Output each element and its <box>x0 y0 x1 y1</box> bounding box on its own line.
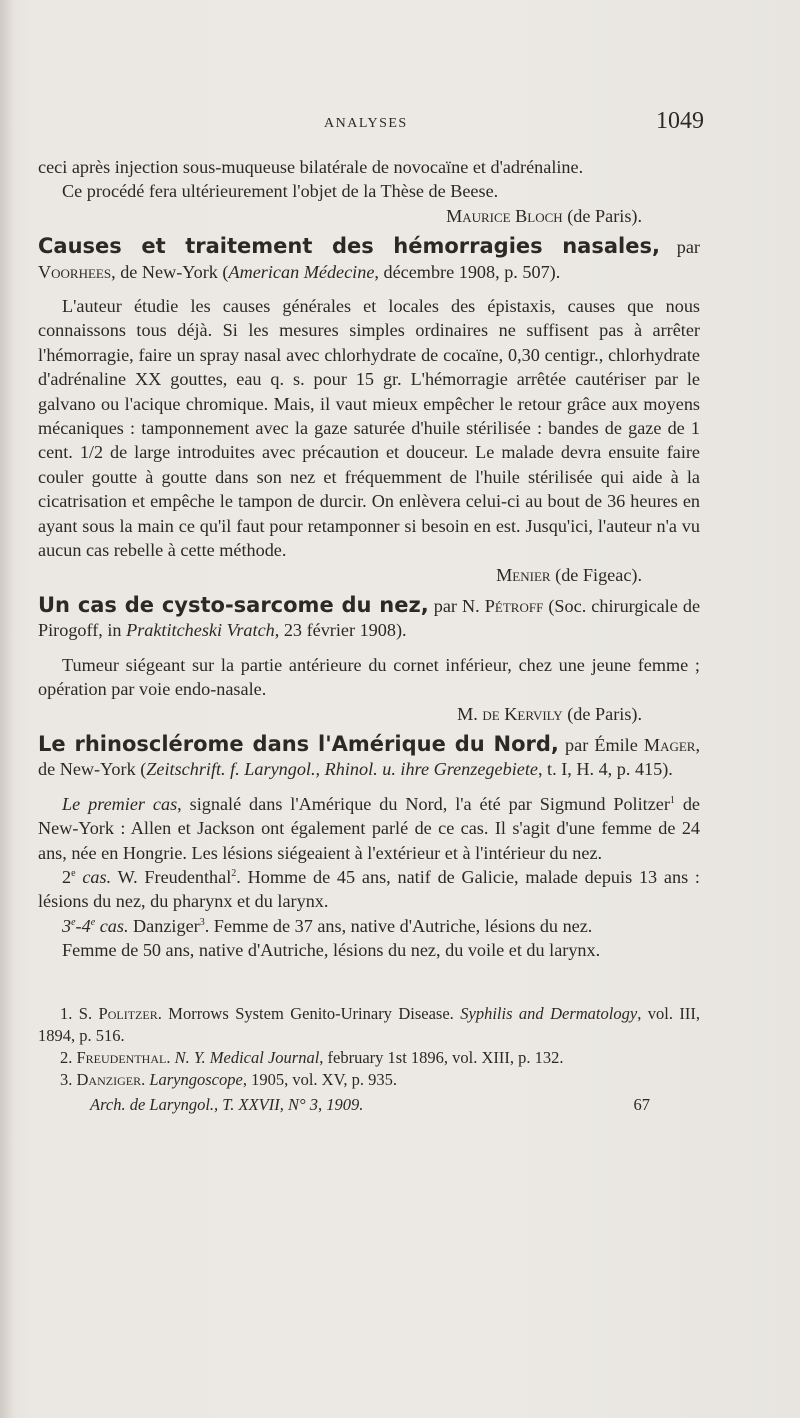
footnote-2 <box>38 1047 700 1069</box>
article3-p2-num: 2 <box>62 866 72 887</box>
article3-p1-italic: Le premier cas <box>62 793 178 814</box>
footnote-3-italic: Laryngoscope <box>149 1069 243 1089</box>
article3-heading <box>38 732 700 782</box>
footnote-2-text-b: , february 1st 1896, vol. XIII, p. 132. <box>319 1047 564 1067</box>
article1-journal: American Médecine <box>228 261 375 282</box>
article3-journal: Zeitschrift. f. Laryngol., Rhinol. u. ihre Grenzegebiete <box>146 759 538 780</box>
article3-p3-italic: cas. <box>95 915 129 936</box>
article1-signature-place: (de Figeac). <box>555 564 642 585</box>
running-title: ANALYSES <box>324 116 408 131</box>
article2-by: par N. <box>433 595 480 616</box>
article3-paragraph-3 <box>38 914 700 938</box>
page-number: 1049 <box>656 108 704 134</box>
article3-p3-b: . Femme de 37 ans, native d'Autriche, lésions du nez. <box>204 915 593 936</box>
footnote-ref-3[interactable]: 3 <box>199 916 205 928</box>
article3-p3-a: Danziger <box>128 915 200 936</box>
article3-p3-num1: 3 <box>62 915 72 936</box>
article2-ref-prefix: (Soc. chirurgicale de Pirogoff, in <box>38 595 701 641</box>
footnote-1-italic: Syphilis and Dermatology <box>460 1003 638 1023</box>
intro-paragraph-2: Ce procédé fera ultérieurement l'objet de la Thèse de Beese. <box>62 181 499 202</box>
article3-p2-b: . Homme de 45 ans, natif de Galicie, malade depuis 13 ans : lésions du nez, du pharynx et du larynx. <box>38 866 700 912</box>
article2-signature <box>38 702 700 726</box>
article3-p3-sup2: e <box>90 916 96 928</box>
article2-title: Un cas de cysto-sarcome du nez, <box>38 592 429 617</box>
page-content <box>38 155 700 1121</box>
article3-title: Le rhinosclérome dans l'Amérique du Nord, <box>38 731 559 756</box>
footnote-3-text-b: , 1905, vol. XV, p. 935. <box>242 1069 397 1089</box>
article2-ref-suffix: , 23 février 1908). <box>274 620 407 641</box>
footnote-ref-1[interactable]: 1 <box>669 794 675 806</box>
footnote-1 <box>38 1003 700 1047</box>
footnote-2-italic: N. Y. Medical Journal <box>174 1047 320 1067</box>
article1-title: Causes et traitement des hémorragies nasales, <box>38 234 660 259</box>
article2-signature-name: Kervily <box>504 703 563 724</box>
footnote-3-num: 3. <box>60 1069 73 1089</box>
article2-heading <box>38 593 700 643</box>
article1-signature <box>38 563 700 587</box>
article3-p1-b: de New-York : Allen et Jackson ont également parlé de ce cas. Il s'agit d'une femme de 24 ans, née en Hongrie. Les lésions siégeaient à l'extérieur et à l'intérieur du nez. <box>38 793 700 863</box>
article2-signature-prefix: M. <box>457 703 478 724</box>
intro-signature <box>38 204 700 228</box>
intro-signature-place: (de Paris). <box>567 205 642 226</box>
article3-ref-prefix: , de New-York ( <box>38 734 701 780</box>
article2-signature-de: de <box>482 703 500 724</box>
article2-signature-place: (de Paris). <box>567 703 642 724</box>
article1-heading <box>38 234 700 284</box>
article2-journal: Praktitcheski Vratch <box>126 620 275 641</box>
footer-signature-number: 67 <box>633 1094 650 1114</box>
page-spine-shadow <box>0 0 14 1418</box>
article3-p1-a: , signalé dans l'Amérique du Nord, l'a été par Sigmund Politzer <box>177 793 670 814</box>
footnote-3-author: Danziger <box>76 1069 142 1089</box>
article3-p2-a: W. Freudenthal <box>111 866 232 887</box>
footnote-2-text-a: . <box>166 1047 175 1067</box>
article3-author: Mager <box>643 734 696 755</box>
footnote-1-text-a: . Morrows System Genito-Urinary Disease. <box>157 1003 461 1023</box>
article3-p3-dash: - <box>75 915 82 936</box>
article3-p3-sup1: e <box>71 916 76 928</box>
article3-paragraph-2 <box>38 865 700 914</box>
footnote-2-num: 2. <box>60 1047 73 1067</box>
article1-ref-suffix: , décembre 1908, p. 507). <box>374 261 561 282</box>
footnotes <box>38 1003 700 1091</box>
footnote-3-text-a: . <box>141 1069 150 1089</box>
footnote-2-author: Freudenthal <box>76 1047 167 1067</box>
article1-body: L'auteur étudie les causes générales et locales des épistaxis, causes que nous connaissons tous déjà. Si les mesures simples ordinaires ne suffisent pas à arrêter l'hémorragie, faire un spray nasal avec chlorhydrate de cocaïne, 0,30 centigr., chlorhydrate d'adrénaline XX gouttes, eau q. s. pour 15 gr. L'hémorragie arrêtée cautériser par le galvano ou l'acique chromique. Mais, il vaut mieux empêcher le retour grâce aux moyens mécaniques : tamponnement avec la gaze saturée d'huile stérilisée : bandes de gaze de 1 cent. 1/2 de large introduites avec précaution et douceur. Le malade devra ensuite faire couler goutte à goutte dans son nez et fréquemment de l'huile stérilisée qui aide à la cicatrisation et empêche le tampon de durcir. On enlèvera celui-ci au bout de 36 heures en ayant sous la main ce qu'il faut pour retamponner si besoin en est. Jusqu'ici, l'auteur n'a vu aucun cas rebelle à cette méthode. <box>38 296 700 561</box>
article2-author: Pétroff <box>484 595 544 616</box>
footnote-3 <box>38 1069 700 1091</box>
article1-signature-name: Menier <box>496 564 551 585</box>
article3-paragraph-4: Femme de 50 ans, native d'Autriche, lésions du nez, du voile et du larynx. <box>62 940 601 961</box>
article1-by: par <box>676 237 700 258</box>
article3-ref-suffix: , t. I, H. 4, p. 415). <box>537 759 673 780</box>
article3-paragraph-1 <box>38 792 700 865</box>
article3-p2-sup: e <box>71 867 76 879</box>
intro-signature-name: Maurice Bloch <box>446 205 563 226</box>
footnote-1-num: 1. S. <box>60 1003 93 1023</box>
footnote-ref-2[interactable]: 2 <box>231 867 237 879</box>
page-footer <box>38 1095 700 1121</box>
article1-author: Voorhees <box>38 261 112 282</box>
page-header <box>44 106 704 142</box>
footnote-1-text-b: , vol. III, 1894, p. 516. <box>38 1003 700 1045</box>
article2-body: Tumeur siégeant sur la partie antérieure du cornet inférieur, chez une jeune femme ; opération par voie endo-nasale. <box>38 654 700 700</box>
footer-source: Arch. de Laryngol., T. XXVII, N° 3, 1909. <box>90 1094 364 1114</box>
intro-paragraph-1: ceci après injection sous-muqueuse bilatérale de novocaïne et d'adrénaline. <box>38 157 584 177</box>
article3-p2-italic: cas. <box>75 866 112 887</box>
article3-p3-num2: 4 <box>81 915 91 936</box>
article1-ref-prefix: , de New-York ( <box>111 261 229 282</box>
article3-by: par Émile <box>565 734 638 755</box>
footnote-1-author: Politzer <box>98 1003 158 1023</box>
